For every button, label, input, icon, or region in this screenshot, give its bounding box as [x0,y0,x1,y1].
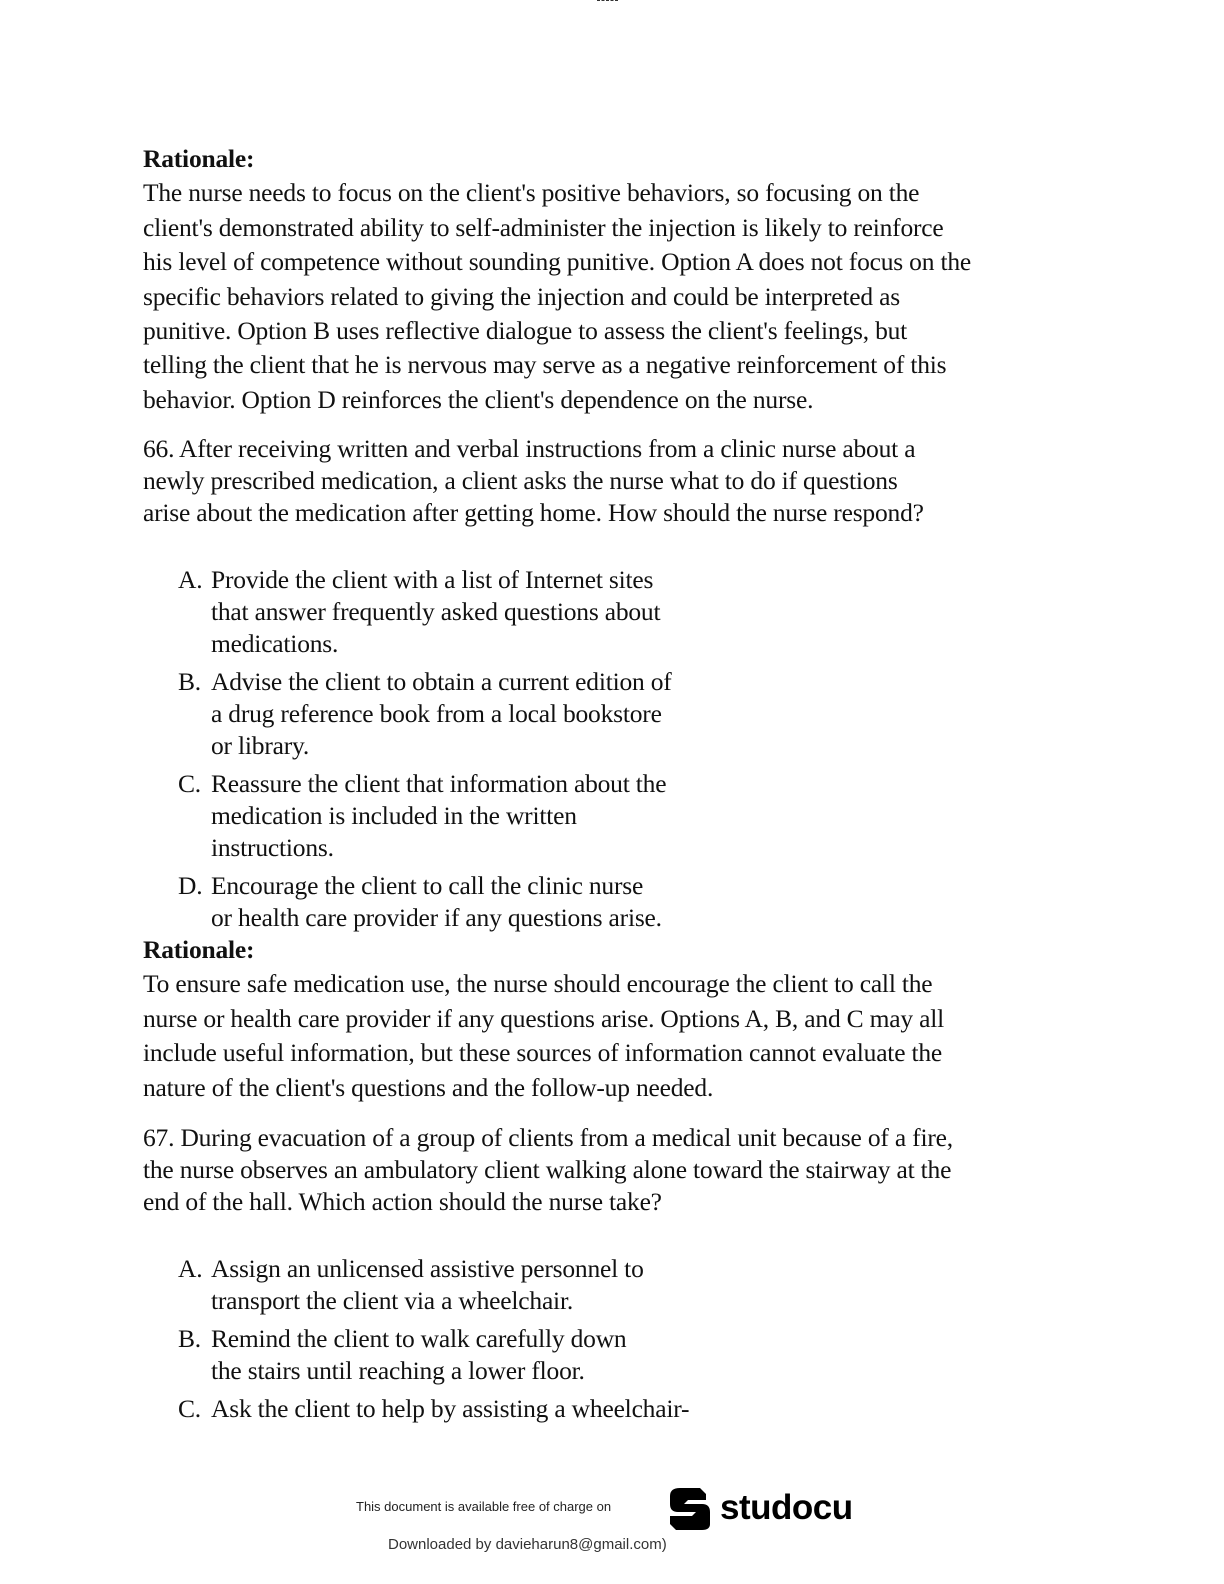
option-text-line: the stairs until reaching a lower floor. [211,1356,585,1385]
downloaded-by-note: Downloaded by davieharun8@gmail.com) [388,1536,667,1553]
rationale-heading: Rationale: [143,144,255,173]
question-67-options [143,1253,771,1425]
rationale-line: nurse or health care provider if any questions arise. Options A, B, and C may all [143,1003,945,1033]
availability-note: This document is available free of charge on [356,1499,612,1514]
option-letter: A. [178,1254,203,1283]
option-text-line: Remind the client to walk carefully down [211,1324,627,1353]
option-text-line: instructions. [211,833,334,862]
option-b [143,666,771,762]
studocu-logo[interactable] [666,1484,853,1532]
question-66-options [143,564,771,934]
rationale-line: client's demonstrated ability to self-administer the injection is likely to reinforce [143,212,944,242]
option-letter: A. [178,565,203,594]
rationale-65 [143,142,1083,417]
option-text-line: Reassure the client that information about the [211,769,667,798]
rationale-line: To ensure safe medication use, the nurse should encourage the client to call the [143,969,933,999]
option-letter: B. [178,667,201,696]
option-b [143,1323,771,1387]
question-line: arise about the medication after getting home. How should the nurse respond? [143,498,924,527]
studocu-brand-name: studocu [720,1488,853,1527]
option-text-line: Provide the client with a list of Internet sites [211,565,654,594]
question-line: the nurse observes an ambulatory client walking alone toward the stairway at the [143,1155,952,1184]
option-c [143,1393,771,1425]
page-top-mark [597,0,618,3]
rationale-line: his level of competence without sounding punitive. Option A does not focus on the [143,247,972,277]
option-text-line: a drug reference book from a local bookstore [211,699,662,728]
option-text-line: Advise the client to obtain a current edition of [211,667,672,696]
option-text-line: or health care provider if any questions arise. [211,903,662,932]
question-line: newly prescribed medication, a client asks the nurse what to do if questions [143,466,898,495]
option-letter: C. [178,769,201,798]
rationale-66 [143,933,1083,1105]
question-line: 67. During evacuation of a group of clients from a medical unit because of a fire, [143,1123,953,1152]
option-letter: D. [178,871,203,900]
option-c [143,768,771,864]
option-text-line: transport the client via a wheelchair. [211,1286,574,1315]
rationale-heading: Rationale: [143,935,255,964]
rationale-line: telling the client that he is nervous may serve as a negative reinforcement of this [143,350,947,380]
option-letter: C. [178,1394,201,1423]
rationale-line: behavior. Option D reinforces the client's dependence on the nurse. [143,384,814,414]
option-text-line: medications. [211,629,339,658]
option-d [143,870,771,934]
rationale-line: The nurse needs to focus on the client's positive behaviors, so focusing on the [143,178,920,208]
option-text-line: Ask the client to help by assisting a wheelchair- [211,1394,690,1423]
question-line: 66. After receiving written and verbal instructions from a clinic nurse about a [143,434,916,463]
option-text-line: or library. [211,731,310,760]
rationale-line: specific behaviors related to giving the injection and could be interpreted as [143,281,900,311]
question-67 [143,1122,1083,1218]
option-a [143,1253,771,1317]
option-text-line: medication is included in the written [211,801,577,830]
option-text-line: Encourage the client to call the clinic nurse [211,871,644,900]
option-text-line: Assign an unlicensed assistive personnel to [211,1254,644,1283]
option-text-line: that answer frequently asked questions about [211,597,661,626]
rationale-line: nature of the client's questions and the follow-up needed. [143,1072,714,1102]
rationale-line: punitive. Option B uses reflective dialogue to assess the client's feelings, but [143,316,908,346]
question-line: end of the hall. Which action should the nurse take? [143,1187,662,1216]
studocu-logo-icon [666,1484,714,1532]
option-a [143,564,771,660]
option-letter: B. [178,1324,201,1353]
rationale-line: include useful information, but these sources of information cannot evaluate the [143,1038,943,1068]
question-66 [143,433,1083,529]
